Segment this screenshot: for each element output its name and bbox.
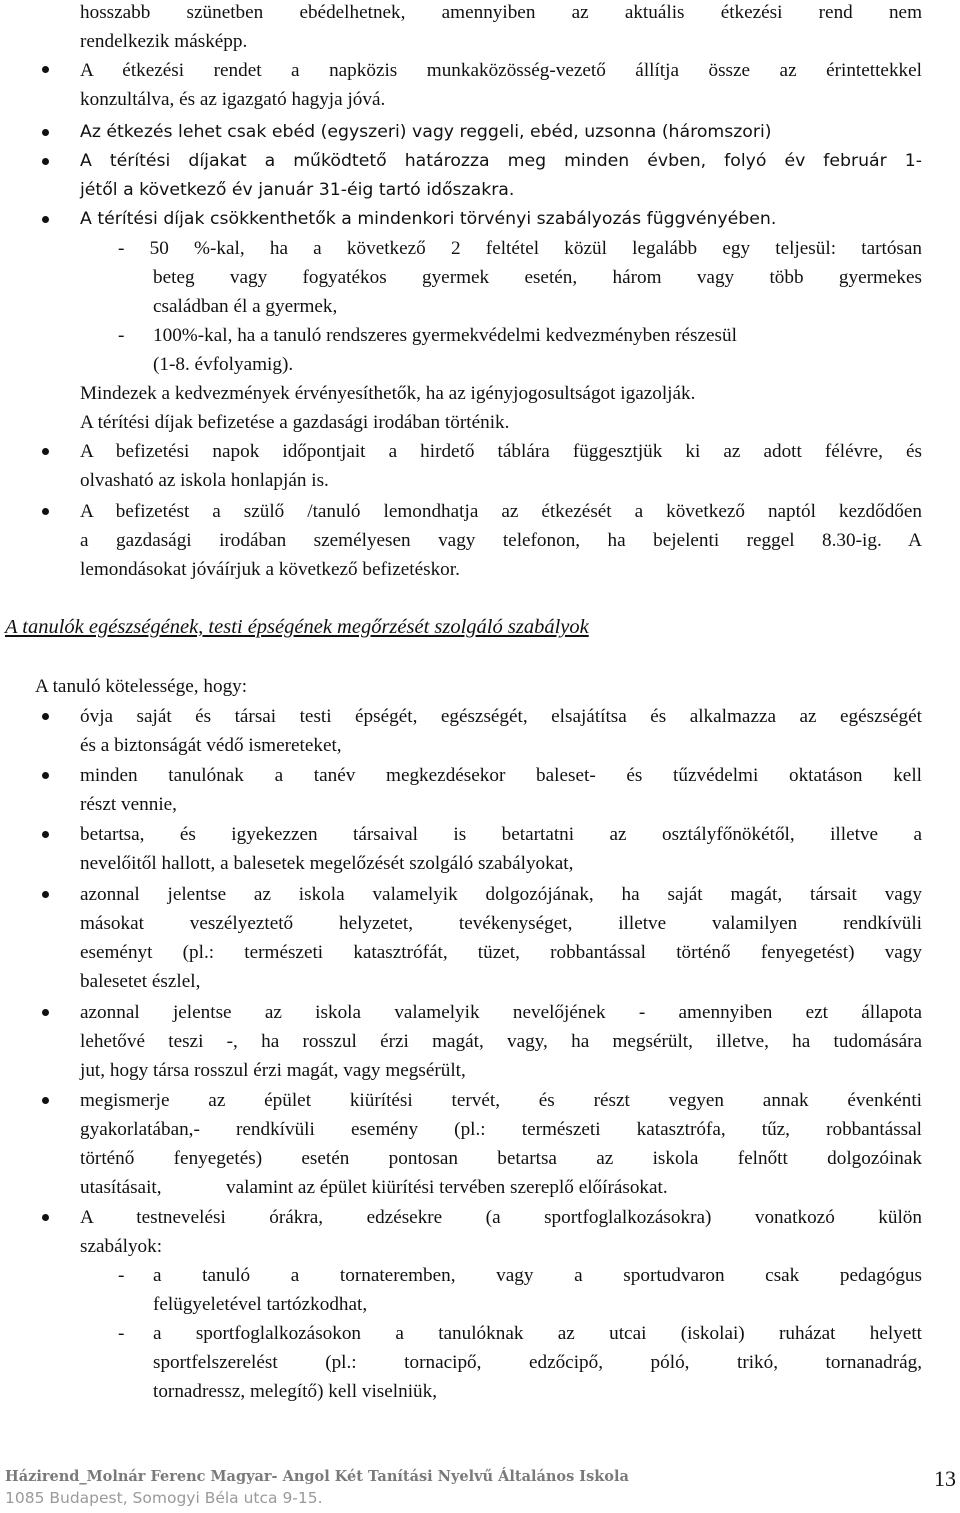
text-line: 100%-kal, ha a tanuló rendszeres gyermekvédelmi kedvezményben részesül [153,325,737,346]
list-dash: - [118,1323,125,1344]
text-line: olvasható az iskola honlapján is. [80,470,329,491]
bullet-icon [42,216,49,223]
text-line: másokat veszélyeztető helyzetet, tevékenységet, illetve valamilyen rendkívüli [80,913,922,934]
bullet-icon [42,1097,49,1104]
text-line: a gazdasági irodában személyesen vagy telefonon, ha bejelenti reggel 8.30-ig. A [80,530,922,551]
page-number: 13 [934,1466,956,1491]
list-dash: - [118,325,125,346]
text-line: A térítési díjak befizetése a gazdasági irodában történik. [80,412,510,433]
text-line: eseményt (pl.: természeti katasztrófát, tüzet, robbantással történő fenyegetést) vagy [80,942,922,963]
text-line: betartsa, és igyekezzen társaival is betartatni az osztályfőnökétől, illetve a [80,824,922,845]
text-line: gyakorlatában,- rendkívüli esemény (pl.: természeti katasztrófa, tűz, robbantással [80,1119,922,1140]
bullet-icon [42,66,49,73]
text-line: felügyeletével tartózkodhat, [153,1294,368,1315]
text-line: a sportfoglalkozásokon a tanulóknak az utcai (iskolai) ruházat helyett [153,1323,922,1344]
text-line: Az étkezés lehet csak ebéd (egyszeri) vagy reggeli, ebéd, uzsonna (háromszori) [80,122,772,142]
text-line: tornadressz, melegítő) kell viselniük, [153,1381,438,1402]
text-line: lehetővé teszi -, ha rosszul érzi magát, vagy, ha megsérült, illetve, ha tudomására [80,1031,922,1052]
text-line: (1-8. évfolyamig). [153,354,294,375]
text-line: azonnal jelentse az iskola valamelyik dolgozójának, ha saját magát, társait vagy [80,884,922,905]
text-line: balesetet észlel, [80,971,201,992]
text-line: történő fenyegetés) esetén pontosan betartsa az iskola felnőtt dolgozóinak [80,1148,922,1169]
bullet-icon [42,508,49,515]
text-line: A tanuló kötelessége, hogy: [35,676,248,697]
text-line: és a biztonságát védő ismereteket, [80,735,342,756]
text-line: családban él a gyermek, [153,296,338,317]
text-line: A étkezési rendet a napközis munkaközösség-vezető állítja össze az érintettekkel [80,60,922,81]
text-line: óvja saját és társai testi épségét, egészségét, elsajátítsa és alkalmazza az egészségét [80,706,922,727]
text-line: a tanuló a tornateremben, vagy a sportudvaron csak pedagógus [153,1265,922,1286]
text-line: A térítési díjakat a működtető határozza meg minden évben, folyó év február 1- [80,151,922,171]
text-line: valamint az épület kiürítési tervében szereplő előírásokat. [226,1177,668,1198]
bullet-icon [42,1009,49,1016]
bullet-icon [42,713,49,720]
text-line: minden tanulónak a tanév megkezdésekor baleset- és tűzvédelmi oktatáson kell [80,765,922,786]
text-line: beteg vagy fogyatékos gyermek esetén, három vagy több gyermekes [153,267,922,288]
text-line: A térítési díjak csökkenthetők a mindenkori törvényi szabályozás függvényében. [80,209,777,229]
text-line: nevelőitől hallott, a balesetek megelőzését szolgáló szabályokat, [80,853,574,874]
text-line: utasításait, [80,1177,162,1198]
text-line: rendelkezik másképp. [80,31,248,52]
bullet-icon [42,831,49,838]
text-line: részt vennie, [80,794,177,815]
text-line: hosszabb szünetben ebédelhetnek, amennyiben az aktuális étkezési rend nem [80,2,922,23]
text-line: - 50 %-kal, ha a következő 2 feltétel közül legalább egy teljesül: tartósan [118,238,922,259]
footer-address: 1085 Budapest, Somogyi Béla utca 9-15. [5,1489,323,1507]
text-line: jétől a következő év január 31-éig tartó időszakra. [80,180,515,200]
bullet-icon [42,1214,49,1221]
text-line: megismerje az épület kiürítési tervét, és részt vegyen annak évenkénti [80,1090,922,1111]
section-heading: A tanulók egészségének, testi épségének megőrzését szolgáló szabályok [5,616,589,638]
bullet-icon [42,772,49,779]
text-line: A befizetést a szülő /tanuló lemondhatja az étkezését a következő naptól kezdődően [80,501,922,522]
bullet-icon [42,448,49,455]
bullet-icon [42,158,49,165]
bullet-icon [42,129,49,136]
list-dash: - [118,1265,125,1286]
footer-title: Házirend_Molnár Ferenc Magyar- Angol Két Tanítási Nyelvű Általános Iskola [5,1468,629,1485]
text-line: jut, hogy társa rosszul érzi magát, vagy megsérült, [80,1060,466,1081]
text-line: lemondásokat jóváírjuk a következő befizetéskor. [80,559,460,580]
text-line: konzultálva, és az igazgató hagyja jóvá. [80,89,386,110]
text-line: Mindezek a kedvezmények érvényesíthetők, ha az igényjogosultságot igazolják. [80,383,696,404]
text-line: azonnal jelentse az iskola valamelyik nevelőjének - amennyiben ezt állapota [80,1002,922,1023]
text-line: A befizetési napok időpontjait a hirdető táblára függesztjük ki az adott félévre, és [80,441,922,462]
text-line: szabályok: [80,1236,163,1257]
bullet-icon [42,891,49,898]
text-line: sportfelszerelést (pl.: tornacipő, edzőcipő, póló, trikó, tornanadrág, [153,1352,922,1373]
text-line: A testnevelési órákra, edzésekre (a sportfoglalkozásokra) vonatkozó külön [80,1207,922,1228]
